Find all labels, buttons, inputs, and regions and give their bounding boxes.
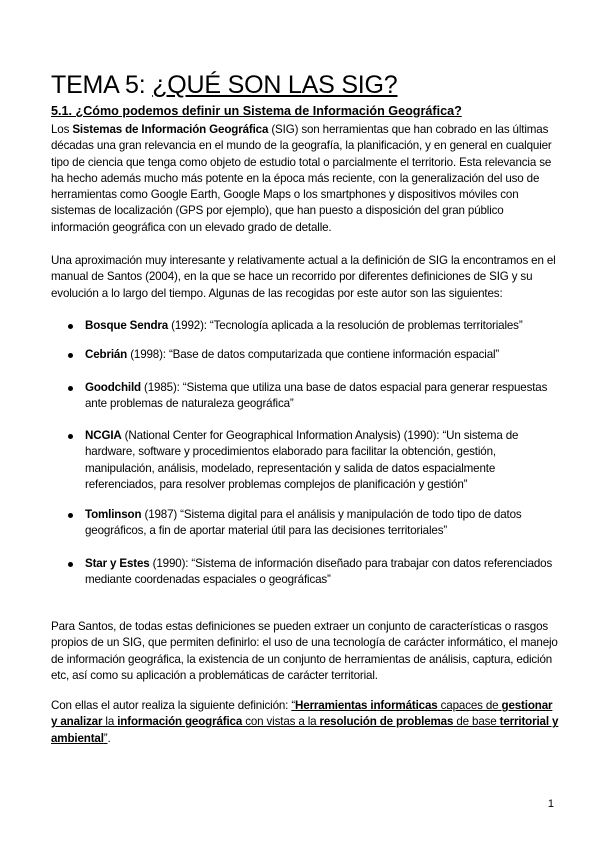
section-heading: 5.1. ¿Cómo podemos definir un Sistema de Información Geográfica? <box>51 104 462 118</box>
bullet-icon <box>68 434 73 439</box>
page-number: 1 <box>547 798 554 810</box>
title-underlined: ¿QUÉ SON LAS SIG? <box>152 71 398 99</box>
intro-paragraph: Los Sistemas de Información Geográfica (SIG) son herramientas que han cobrado en las últimas décadas una gran relevancia en el mundo de la geografía, la planificación, y en general en cualquier tipo de ciencia que tenga como objeto de estudio total o parcialmente el territorio. Esta relevancia se ha hecho además mucho más potente en la época más reciente, con la generalización del uso de herramientas como Google Earth, Google Maps o los smartphones y dispositivos móviles con sistemas de localización (GPS por ejemplo), que han puesto a disposición del gran público información geográfica con un elevado grado de detalle. <box>51 123 552 234</box>
page-title: TEMA 5: ¿QUÉ SON LAS SIG? <box>51 71 398 99</box>
definition-item: NCGIA (National Center for Geographical Information Analysis) (1990): “Un sistema de hardware, software y procedimientos elaborado para facilitar la obtención, gestión, manipulación, análisis, modelado, representación y salida de datos espacialmente referenciados, para resolver problemas complejos de planificación y gestión” <box>85 428 559 493</box>
approach-paragraph: Una aproximación muy interesante y relativamente actual a la definición de SIG la encontramos en el manual de Santos (2004), en la que se hace un recorrido por diferentes definiciones de SIG y su evolución a lo largo del tiempo. Algunas de las recogidas por este autor son las siguientes: <box>51 254 556 300</box>
bullet-icon <box>68 562 73 567</box>
bullet-icon <box>68 386 73 391</box>
bullet-icon <box>68 513 73 518</box>
definition-item: Bosque Sendra (1992): “Tecnología aplicada a la resolución de problemas territoriales” <box>85 318 559 334</box>
definition-item: Star y Estes (1990): “Sistema de información diseñado para trabajar con datos referenciados mediante coordenadas espaciales o geográficas” <box>85 556 559 589</box>
santos-paragraph: Para Santos, de todas estas definiciones se pueden extraer un conjunto de características o rasgos propios de un SIG, que permiten definirlo: el uso de una tecnología de carácter informático, el manejo de información geográfica, la existencia de un conjunto de herramientas de análisis, captura, edición etc, así como su aplicación a problemáticas de carácter territorial. <box>51 620 558 682</box>
definition-item: Goodchild (1985): “Sistema que utiliza una base de datos espacial para generar respuestas ante problemas de naturaleza geográfica” <box>85 380 559 413</box>
definition-item: Cebrián (1998): “Base de datos computarizada que contiene información espacial” <box>85 347 559 363</box>
definition-paragraph: Con ellas el autor realiza la siguiente definición: “Herramientas informáticas capaces de gestionar y analizar la información geográfica con vistas a la resolución de problemas de base territorial y ambiental”. <box>51 699 559 745</box>
bullet-icon <box>68 324 73 329</box>
definition-item: Tomlinson (1987) “Sistema digital para el análisis y manipulación de todo tipo de datos geográficos, a fin de aportar material útil para las decisiones territoriales” <box>85 507 559 540</box>
bullet-icon <box>68 353 73 358</box>
